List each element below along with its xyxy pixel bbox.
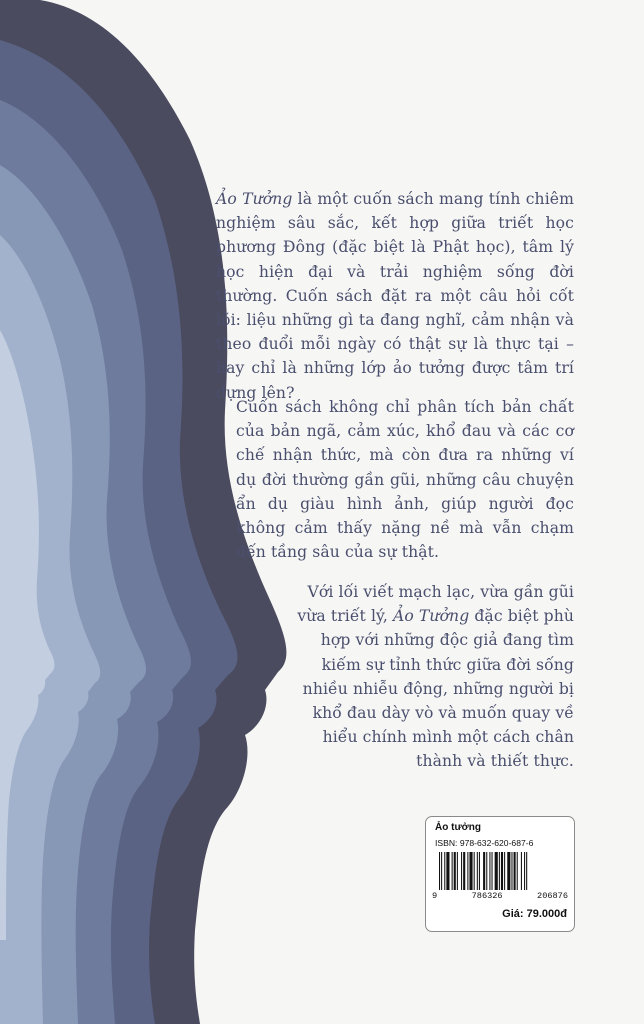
barcode-bar: [511, 852, 512, 890]
book-title-italic: Ảo Tưởng: [216, 190, 293, 208]
barcode-bars-image: [438, 852, 564, 890]
book-title-italic: Ảo Tưởng: [393, 607, 470, 626]
barcode-book-title: Ảo tưởng: [435, 822, 482, 833]
barcode-bar: [507, 852, 510, 890]
barcode-bar: [504, 852, 505, 890]
barcode-bar: [439, 852, 440, 890]
barcode-bar: [452, 852, 453, 890]
description-paragraph-3: [296, 580, 574, 774]
barcode-digit-first: 9: [432, 891, 438, 901]
barcode-digit-group-1: 786326: [471, 891, 503, 901]
barcode-bar: [524, 852, 525, 890]
barcode-digit-group-2: 206876: [537, 891, 568, 901]
paragraph-3-text-after: đặc biệt phù hợp với những độc giả đang tìm kiếm sự tỉnh thức giữa đời sống nhiều nhiễu động, những người bị khổ đau dày vò và muốn quay về hiểu chính mình một cách chân thành và thiết thực.: [302, 607, 574, 771]
barcode-bar: [526, 852, 527, 890]
barcode-bar: [454, 852, 456, 890]
barcode-bar: [521, 852, 522, 890]
barcode-digits: [432, 891, 568, 901]
barcode-bar: [461, 852, 462, 890]
description-paragraph-2: [236, 395, 574, 564]
barcode-label: [425, 816, 575, 932]
barcode-bar: [474, 852, 475, 890]
barcode-bar: [469, 852, 472, 890]
barcode-bar: [489, 852, 490, 890]
price-label: Giá: 79.000đ: [502, 908, 567, 920]
barcode-bar: [479, 852, 480, 890]
barcode-bar: [495, 852, 498, 890]
barcode-bar: [463, 852, 465, 890]
barcode-bar: [501, 852, 503, 890]
barcode-bar: [517, 852, 518, 890]
paragraph-1-text: là một cuốn sách mang tính chiêm nghiệm sâu sắc, kết hợp giữa triết học phương Đông (đặc biệt là Phật học), tâm lý học hiện đại và trải nghiệm sống đời thường. Cuốn sách đặt ra một câu hỏi cốt lõi: liệu những gì ta đang nghĩ, cảm nhận và theo đuổi mỗi ngày có thật sự là thực tại – hay chỉ là những lớp ảo tưởng được tâm trí dựng lên?: [216, 190, 574, 402]
description-paragraph-1: [216, 187, 574, 405]
paragraph-2-text: Cuốn sách không chỉ phân tích bản chất của bản ngã, cảm xúc, khổ đau và các cơ chế nhận thức, mà còn đưa ra những ví dụ đời thường gần gũi, những câu chuyện ẩn dụ giàu hình ảnh, giúp người đọc không cảm thấy nặng nề mà vẫn chạm đến tầng sâu của sự thật.: [236, 398, 574, 562]
barcode-bar: [446, 852, 449, 890]
barcode-bar: [492, 852, 493, 890]
barcode-bar: [483, 852, 485, 890]
barcode-bar: [477, 852, 478, 890]
barcode-bar: [486, 852, 487, 890]
barcode-bar: [444, 852, 445, 890]
barcode-bar: [499, 852, 500, 890]
isbn-number: ISBN: 978-632-620-687-6: [435, 838, 534, 848]
barcode-bar: [514, 852, 516, 890]
paragraph-3-text-before: Với lối viết mạch lạc, vừa gần gũi vừa triết lý,: [297, 583, 574, 626]
barcode-bar: [467, 852, 468, 890]
barcode-bar: [457, 852, 458, 890]
barcode-bar: [441, 852, 442, 890]
